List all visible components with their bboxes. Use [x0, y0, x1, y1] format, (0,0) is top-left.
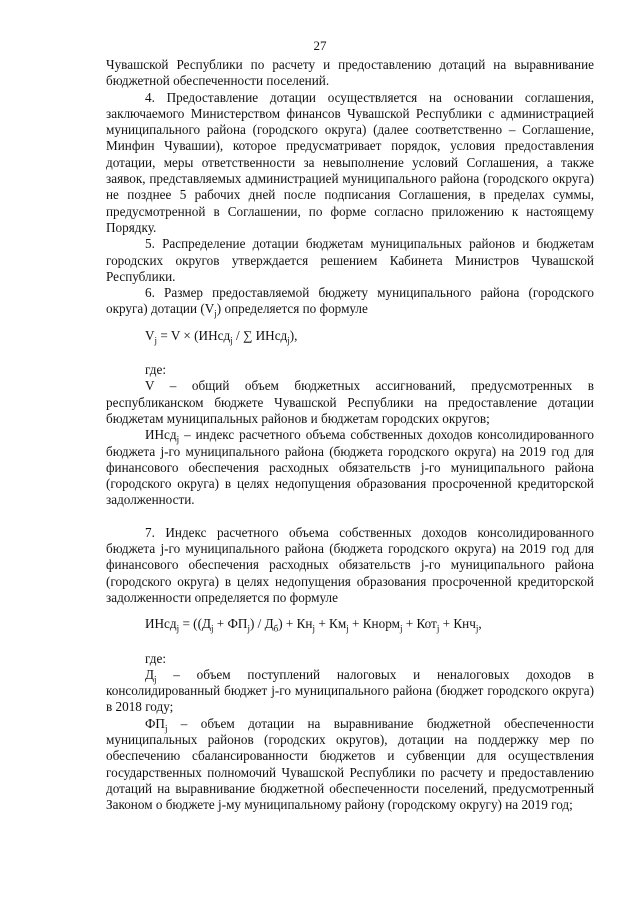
subscript: б	[273, 623, 279, 634]
subscript: j	[230, 335, 233, 346]
text-run: ) + Кн	[278, 616, 313, 632]
paragraph	[106, 667, 594, 716]
paragraph: где:	[145, 650, 166, 666]
paragraph	[106, 285, 594, 318]
text-run: – объем поступлений налоговых и неналоговых доходов в консолидированный бюджет j-го муниципального района (бюджет городского округа) в 2018 году;	[106, 666, 594, 715]
paragraph: V – общий объем бюджетных ассигнований, предусмотренных в республиканском бюджете Чувашской Республики на предоставление дотации бюджетам муниципальных районов и бюджетам городских округов;	[106, 378, 594, 426]
text-run: – объем дотации на выравнивание бюджетной обеспеченности муниципальных районов (городских округов), дотации на поддержку мер по обеспечению сбалансированности бюджетов и субвенции для осуществления государственных полномочий Чувашской Республики по расчету и предоставлению дотаций на выравнивание бюджетной обеспеченности поселений, предусмотренный Законом о бюджете j-му муниципальному району (городскому округу) на 2019 год;	[106, 715, 594, 813]
document-body	[106, 57, 594, 813]
subscript: j	[312, 623, 316, 634]
subscript: j	[154, 674, 157, 685]
text-run: = ((Д	[179, 616, 211, 632]
formula	[145, 328, 594, 344]
subscript: j	[436, 623, 440, 634]
text-run: ) / Д	[249, 616, 274, 632]
paragraph-gap	[106, 509, 594, 525]
subscript: j	[247, 623, 250, 634]
paragraph: где:	[145, 362, 166, 378]
subscript: j	[176, 623, 180, 634]
paragraph	[106, 716, 594, 814]
subscript: j	[399, 623, 403, 634]
text-run: + Кот	[402, 616, 437, 632]
text-run: – индекс расчетного объема собственных доходов консолидированного бюджета j-го муниципального района (бюджета городского округа) на 2019 год для финансового обеспечения расходных обязательств j-го муниципального района (городского округа) в целях недопущения образования просроченной кредиторской задолженности.	[106, 427, 594, 508]
text-run: ИНсд	[145, 616, 177, 632]
text-run: 6. Размер предоставляемой бюджету муниципального района (городского округа) дотации (V	[106, 285, 594, 317]
text-run: + Км	[315, 616, 347, 632]
subscript: j	[346, 623, 349, 634]
text-run: ФП	[145, 715, 165, 731]
page-number: 27	[313, 38, 327, 53]
subscript: j	[210, 623, 214, 634]
text-run: ИНсд	[145, 427, 177, 443]
text-run: + ФП	[213, 616, 248, 632]
paragraph	[106, 427, 594, 508]
formula	[145, 616, 594, 632]
paragraph: 5. Распределение дотации бюджетам муниципальных районов и бюджетам городских округов утверждается решением Кабинета Министров Чувашской Республики.	[106, 236, 594, 284]
paragraph: 7. Индекс расчетного объема собственных доходов консолидированного бюджета j-го муниципального района (бюджета городского округа) на 2019 год для финансового обеспечения расходных обязательств j-го муниципального района (городского округа) в целях недопущения образования просроченной кредиторской задолженности определяется по формуле	[106, 524, 594, 605]
subscript: j	[164, 723, 168, 734]
text-run: = V × (ИНсд	[157, 327, 231, 343]
text-run: ),	[289, 327, 298, 343]
subscript: j	[475, 623, 479, 634]
text-run: ,	[478, 616, 482, 632]
subscript: j	[214, 309, 217, 320]
text-run: + Кнч	[439, 616, 476, 632]
text-run: Д	[145, 666, 154, 682]
text-run: ) определяется по формуле	[216, 301, 368, 317]
text-run: / ∑ ИНсд	[232, 327, 288, 343]
paragraph: Чувашской Республики по расчету и предоставлению дотаций на выравнивание бюджетной обеспеченности поселений.	[106, 57, 594, 89]
text-run: + Кнорм	[348, 616, 400, 632]
subscript: j	[154, 335, 158, 346]
text-run: V	[145, 327, 155, 343]
subscript: j	[287, 335, 290, 346]
subscript: j	[176, 434, 180, 445]
paragraph: 4. Предоставление дотации осуществляется на основании соглашения, заключаемого Министерством финансов Чувашской Республики с администрацией муниципального района (городского округа) (далее соответственно – Соглашение, Минфин Чувашии), которое предусматривает порядок, условия предоставления дотации, меры ответственности за невыполнение условий Соглашения, а также заявок, представляемых администрацией муниципального района (городского округа) не позднее 5 рабочих дней после подписания Соглашения, в пределах суммы, предусмотренной в Соглашении, по форме согласно приложению к настоящему Порядку.	[106, 89, 594, 235]
